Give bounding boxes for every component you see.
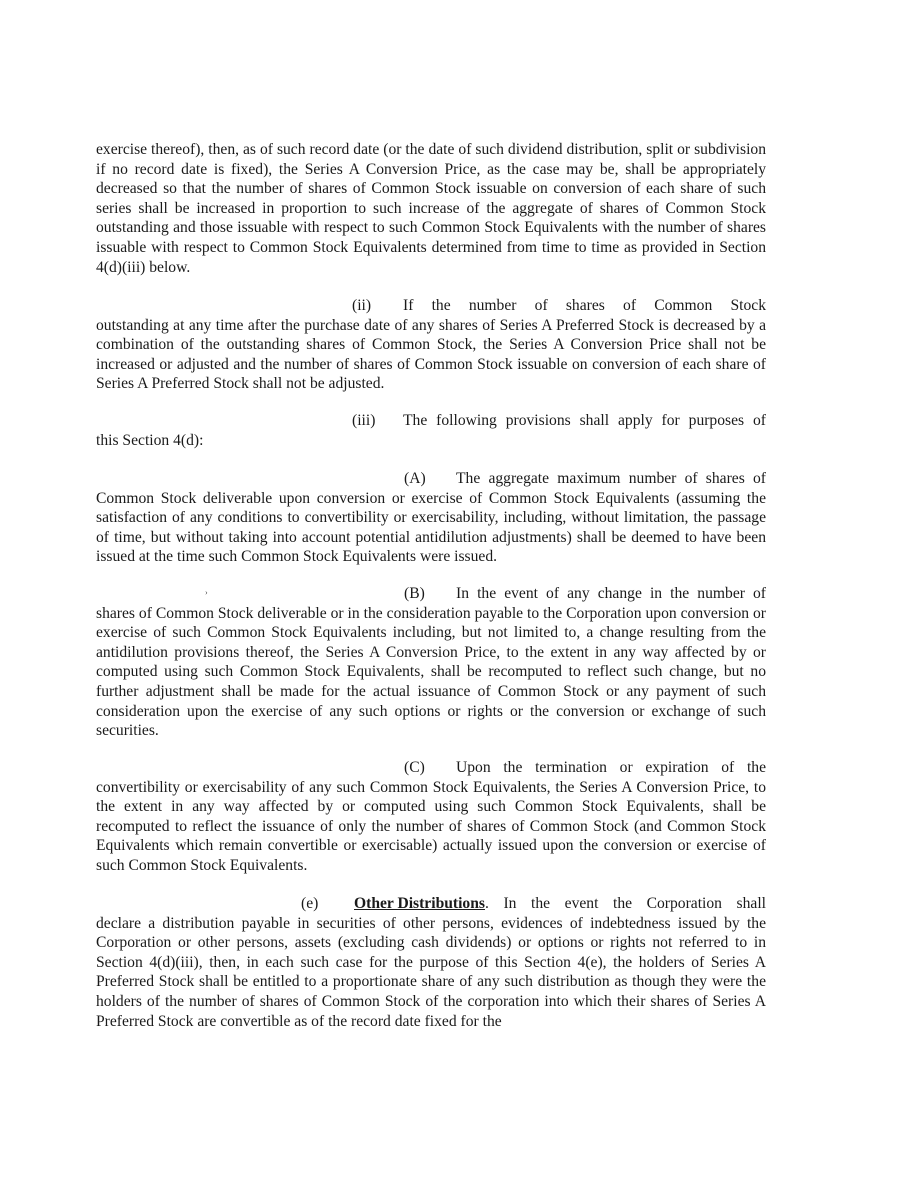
clause-e-first-text: . In the event the Corporation shall xyxy=(484,895,766,912)
clause-a xyxy=(96,469,766,567)
clause-iii-body: this Section 4(d): xyxy=(96,431,204,449)
clause-iii-marker: (iii) xyxy=(352,412,376,429)
clause-c-first-text: Upon the termination or expiration of the xyxy=(456,759,766,776)
clause-a-first-text: The aggregate maximum number of shares of xyxy=(456,470,766,487)
clause-iii-first-text: The following provisions shall apply for purposes of xyxy=(403,412,766,429)
clause-e-marker: (e) xyxy=(301,895,319,912)
clause-ii-body: outstanding at any time after the purchase date of any shares of Series A Preferred Stock is decreased by a combination of the outstanding shares of Common Stock, the Series A Conversion Price shall not be increased or adjusted and the number of shares of Common Stock issuable on conversion of each share of Series A Preferred Stock shall not be adjusted. xyxy=(96,316,766,393)
clause-e-body: declare a distribution payable in securities of other persons, evidences of indebtedness issued by the Corporation or other persons, assets (excluding cash dividends) or options or rights not referred to in Section 4(d)(iii), then, in each such case for the purpose of this Section 4(e), the holders of Series A Preferred Stock shall be entitled to a proportionate share of any such distribution as though they were the holders of the number of shares of Common Stock of the corporation into which their shares of Series A Preferred Stock are convertible as of the record date fixed for the xyxy=(96,914,766,1030)
clause-ii-marker: (ii) xyxy=(352,297,372,314)
paragraph-intro-text: exercise thereof), then, as of such record date (or the date of such dividend distribution, split or subdivision if no record date is fixed), the Series A Conversion Price, as the case may be, shall be appropriately decreased so that the number of shares of Common Stock issuable on conversion of each share of such series shall be increased in proportion to such increase of the aggregate of shares of Common Stock outstanding and those issuable with respect to such Common Stock Equivalents with the number of shares issuable with respect to Common Stock Equivalents determined from time to time as provided in Section 4(d)(iii) below. xyxy=(96,141,766,276)
clause-c-first-line xyxy=(96,758,766,778)
clause-b-first-line xyxy=(96,584,766,604)
clause-b-body: shares of Common Stock deliverable or in the consideration payable to the Corporation upon conversion or exercise of such Common Stock Equivalents including, but not limited to, a change resulting from the antidilution provisions thereof, the Series A Conversion Price, to the extent in any way affected by or computed using such Common Stock Equivalents, shall be recomputed to reflect such change, but no further adjustment shall be made for the actual issuance of Common Stock or any payment of such consideration upon the exercise of any such options or rights or the conversion or exchange of such securities. xyxy=(96,604,766,740)
clause-ii-first-text: If the number of shares of Common Stock xyxy=(403,297,766,314)
clause-b-first-text: In the event of any change in the number of xyxy=(456,585,766,602)
paragraph-intro xyxy=(96,140,766,277)
clause-a-body: Common Stock deliverable upon conversion or exercise of Common Stock Equivalents (assuming the satisfaction of any conditions to convertibility or exercisability, including, without limitation, the passage of time, but without taking into account potential antidilution adjustments) shall be deemed to have been issued at the time such Common Stock Equivalents were issued. xyxy=(96,489,766,566)
clause-e-heading: Other Distributions xyxy=(354,895,485,912)
clause-b-marker: (B) xyxy=(404,585,425,602)
clause-a-first-line xyxy=(96,469,766,489)
clause-iii xyxy=(96,411,766,450)
clause-ii-first-line xyxy=(96,296,766,316)
clause-iii-first-line xyxy=(96,411,766,431)
clause-e-first-line xyxy=(96,894,766,914)
clause-c xyxy=(96,758,766,876)
stray-mark: › xyxy=(205,588,208,597)
clause-c-body: convertibility or exercisability of any such Common Stock Equivalents, the Series A Conversion Price, to the extent in any way affected by or computed using such Common Stock Equivalents, shall be recomputed to reflect the issuance of only the number of shares of Common Stock (and Common Stock Equivalents which remain convertible or exercisable) actually issued upon the conversion or exercise of such Common Stock Equivalents. xyxy=(96,778,766,874)
clause-ii xyxy=(96,296,766,394)
clause-c-marker: (C) xyxy=(404,759,425,776)
clause-b xyxy=(96,584,766,741)
clause-e xyxy=(96,894,766,1031)
clause-a-marker: (A) xyxy=(404,470,426,487)
